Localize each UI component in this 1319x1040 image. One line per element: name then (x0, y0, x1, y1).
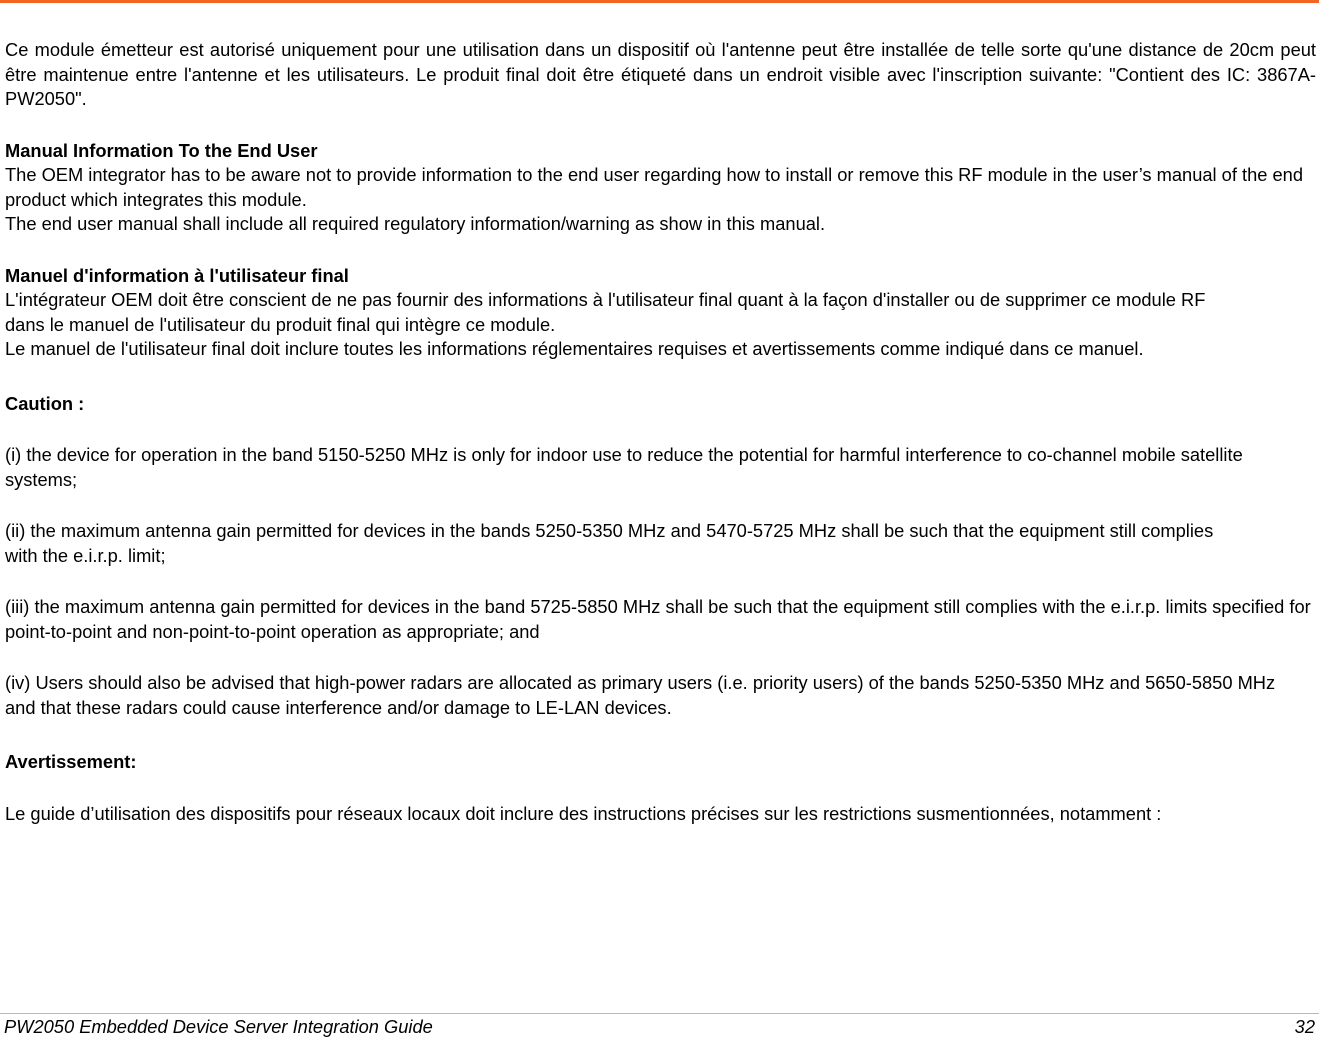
page-body (5, 38, 1316, 826)
avertissement-heading: Avertissement: (5, 751, 137, 772)
caution-item-i: (i) the device for operation in the band 5150-5250 MHz is only for indoor use to reduce the potential for harmful interference to co-channel mobile satellite systems; (5, 444, 1243, 490)
caution-item-iv: (iv) Users should also be advised that high-power radars are allocated as primary users (i.e. priority users) of the bands 5250-5350 MHz and 5650-5850 MHz and that these radars could cause interference and/or damage to LE-LAN devices. (5, 672, 1276, 718)
footer-rule (0, 1013, 1319, 1014)
manual-info-en-heading: Manual Information To the End User (5, 139, 318, 161)
footer-document-title: PW2050 Embedded Device Server Integration Guide (4, 1016, 433, 1037)
manual-info-fr-paragraph-1: L'intégrateur OEM doit être conscient de ne pas fournir des informations à l'utilisateur final quant à la façon d'installer ou de supprimer ce module RF dans le manuel de l'utilisateur du produit final qui intègre ce module. (5, 289, 1206, 335)
caution-item-iii: (iii) the maximum antenna gain permitted for devices in the band 5725-5850 MHz shall be such that the equipment still complies with the e.i.r.p. limits specified for point-to-point and non-point-to-point operation as appropriate; and (5, 596, 1311, 642)
caution-heading: Caution : (5, 392, 85, 414)
manual-info-fr-heading: Manuel d'information à l'utilisateur final (5, 264, 349, 286)
manual-info-en-paragraph-1: The OEM integrator has to be aware not to provide information to the end user regarding how to install or remove this RF module in the user’s manual of the end product which integrates this module. (5, 164, 1303, 210)
manual-info-fr-paragraph-2: Le manuel de l'utilisateur final doit inclure toutes les informations réglementaires requises et avertissements comme indiqué dans ce manuel. (5, 338, 1144, 359)
manual-info-en-paragraph-2: The end user manual shall include all required regulatory information/warning as show in this manual. (5, 213, 826, 234)
header-rule (0, 0, 1319, 3)
intro-paragraph-fr: Ce module émetteur est autorisé uniquement pour une utilisation dans un dispositif où l'antenne peut être installée de telle sorte qu'une distance de 20cm peut être maintenue entre l'antenne et les utilisateurs. Le produit final doit être étiqueté dans un endroit visible avec l'inscription suivante: "Contient des IC: 3867A-PW2050". (5, 39, 1316, 109)
footer-page-number: 32 (1294, 1016, 1315, 1037)
caution-item-ii: (ii) the maximum antenna gain permitted for devices in the bands 5250-5350 MHz and 5470-5725 MHz shall be such that the equipment still complies with the e.i.r.p. limit; (5, 520, 1214, 566)
avertissement-paragraph: Le guide d’utilisation des dispositifs pour réseaux locaux doit inclure des instructions précises sur les restrictions susmentionnées, notamment : (5, 802, 1162, 824)
